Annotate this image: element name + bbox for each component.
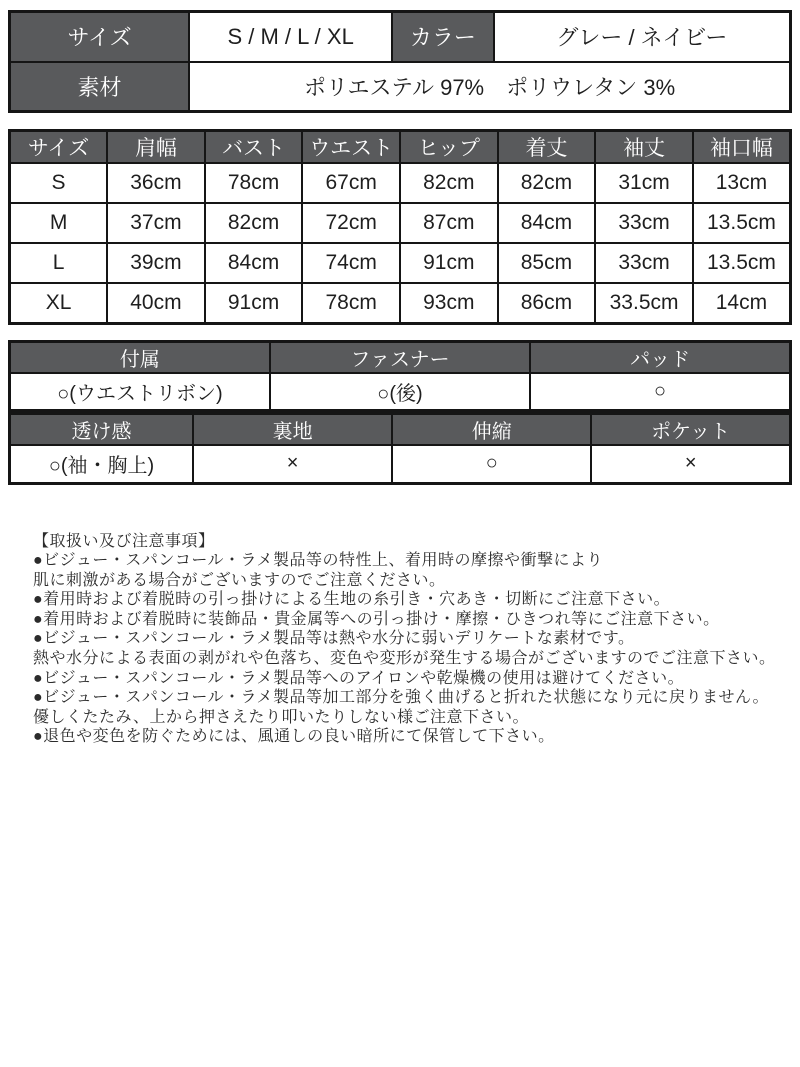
column-header: 袖丈 <box>595 131 693 164</box>
measure-cell: 93cm <box>400 283 498 323</box>
measure-cell: 91cm <box>205 283 303 323</box>
column-header: ファスナー <box>270 341 530 373</box>
measure-cell: 85cm <box>498 243 596 283</box>
measure-cell: 78cm <box>205 163 303 203</box>
measure-cell: 74cm <box>302 243 400 283</box>
table-header-row <box>10 341 791 373</box>
measure-cell: 86cm <box>498 283 596 323</box>
column-header: ポケット <box>591 414 790 446</box>
table-row <box>10 445 791 483</box>
measure-cell: 36cm <box>107 163 205 203</box>
table-row <box>10 243 791 283</box>
feature-value-cell: × <box>193 445 392 483</box>
column-header: パッド <box>530 341 790 373</box>
size-color-material-table <box>8 10 792 113</box>
care-note-line: 肌に刺激がある場合がございますのでご注意ください。 <box>33 571 446 589</box>
measure-cell: 72cm <box>302 203 400 243</box>
features-table-1 <box>8 340 792 413</box>
measure-cell: 84cm <box>205 243 303 283</box>
care-note-line: 熱や水分による表面の剥がれや色落ち、変色や変形が発生する場合がございますのでご注意下さい。 <box>33 650 776 668</box>
measure-cell: 84cm <box>498 203 596 243</box>
table-row <box>10 283 791 323</box>
column-header: 着丈 <box>498 131 596 164</box>
care-note-line: 優しくたたみ、上から押さえたり叩いたりしない様ご注意下さい。 <box>33 708 529 726</box>
feature-value-cell: × <box>591 445 790 483</box>
measure-cell: 31cm <box>595 163 693 203</box>
table-row <box>10 62 791 112</box>
features-table-2 <box>8 412 792 485</box>
care-note-line: ●ビジュー・スパンコール・ラメ製品等加工部分を強く曲げると折れた状態になり元に戻りません。 <box>33 689 770 707</box>
column-header: ウエスト <box>302 131 400 164</box>
size-cell: S <box>10 163 108 203</box>
table-row <box>10 373 791 411</box>
measure-cell: 82cm <box>205 203 303 243</box>
material-value-cell: ポリエステル 97% ポリウレタン 3% <box>189 62 790 112</box>
size-value-cell: S / M / L / XL <box>189 12 392 62</box>
column-header: 肩幅 <box>107 131 205 164</box>
size-cell: XL <box>10 283 108 323</box>
feature-value-cell: ○(袖・胸上) <box>10 445 194 483</box>
care-note-line: ●ビジュー・スパンコール・ラメ製品等へのアイロンや乾燥機の使用は避けてください。 <box>33 669 685 687</box>
column-header: サイズ <box>10 131 108 164</box>
measure-cell: 13.5cm <box>693 243 791 283</box>
column-header: 付属 <box>10 341 270 373</box>
care-note-line: ●着用時および着脱時に装飾品・貴金属等への引っ掛け・摩擦・ひきつれ等にご注意下さい。 <box>33 610 720 628</box>
size-cell: L <box>10 243 108 283</box>
measure-cell: 39cm <box>107 243 205 283</box>
measure-cell: 67cm <box>302 163 400 203</box>
measure-cell: 33.5cm <box>595 283 693 323</box>
care-notes-title: 【取扱い及び注意事項】 <box>33 532 215 550</box>
measure-cell: 91cm <box>400 243 498 283</box>
measure-cell: 33cm <box>595 203 693 243</box>
column-header: ヒップ <box>400 131 498 164</box>
table-row <box>10 12 791 62</box>
column-header: 透け感 <box>10 414 194 446</box>
measure-cell: 82cm <box>498 163 596 203</box>
measure-cell: 40cm <box>107 283 205 323</box>
feature-value-cell: ○(後) <box>270 373 530 411</box>
care-note-line: ●着用時および着脱時の引っ掛けによる生地の糸引き・穴あき・切断にご注意下さい。 <box>33 591 671 609</box>
feature-value-cell: ○ <box>530 373 790 411</box>
color-value-cell: グレー / ネイビー <box>494 12 791 62</box>
feature-value-cell: ○ <box>392 445 591 483</box>
care-note-line: ●ビジュー・スパンコール・ラメ製品等は熱や水分に弱いデリケートな素材です。 <box>33 630 635 648</box>
measure-cell: 13.5cm <box>693 203 791 243</box>
care-note-line: ●ビジュー・スパンコール・ラメ製品等の特性上、着用時の摩擦や衝撃により <box>33 552 604 570</box>
feature-value-cell: ○(ウエストリボン) <box>10 373 270 411</box>
table-row <box>10 203 791 243</box>
measure-cell: 14cm <box>693 283 791 323</box>
color-label-cell: カラー <box>392 12 494 62</box>
measure-cell: 37cm <box>107 203 205 243</box>
measure-cell: 87cm <box>400 203 498 243</box>
column-header: 伸縮 <box>392 414 591 446</box>
care-notes <box>33 532 792 748</box>
measure-cell: 78cm <box>302 283 400 323</box>
table-header-row <box>10 131 791 164</box>
column-header: 袖口幅 <box>693 131 791 164</box>
measure-cell: 13cm <box>693 163 791 203</box>
column-header: 裏地 <box>193 414 392 446</box>
size-label-cell: サイズ <box>10 12 190 62</box>
measurements-table <box>8 129 792 325</box>
size-cell: M <box>10 203 108 243</box>
measure-cell: 82cm <box>400 163 498 203</box>
care-note-line: ●退色や変色を防ぐためには、風通しの良い暗所にて保管して下さい。 <box>33 728 555 746</box>
column-header: バスト <box>205 131 303 164</box>
measure-cell: 33cm <box>595 243 693 283</box>
material-label-cell: 素材 <box>10 62 190 112</box>
table-row <box>10 163 791 203</box>
table-header-row <box>10 414 791 446</box>
